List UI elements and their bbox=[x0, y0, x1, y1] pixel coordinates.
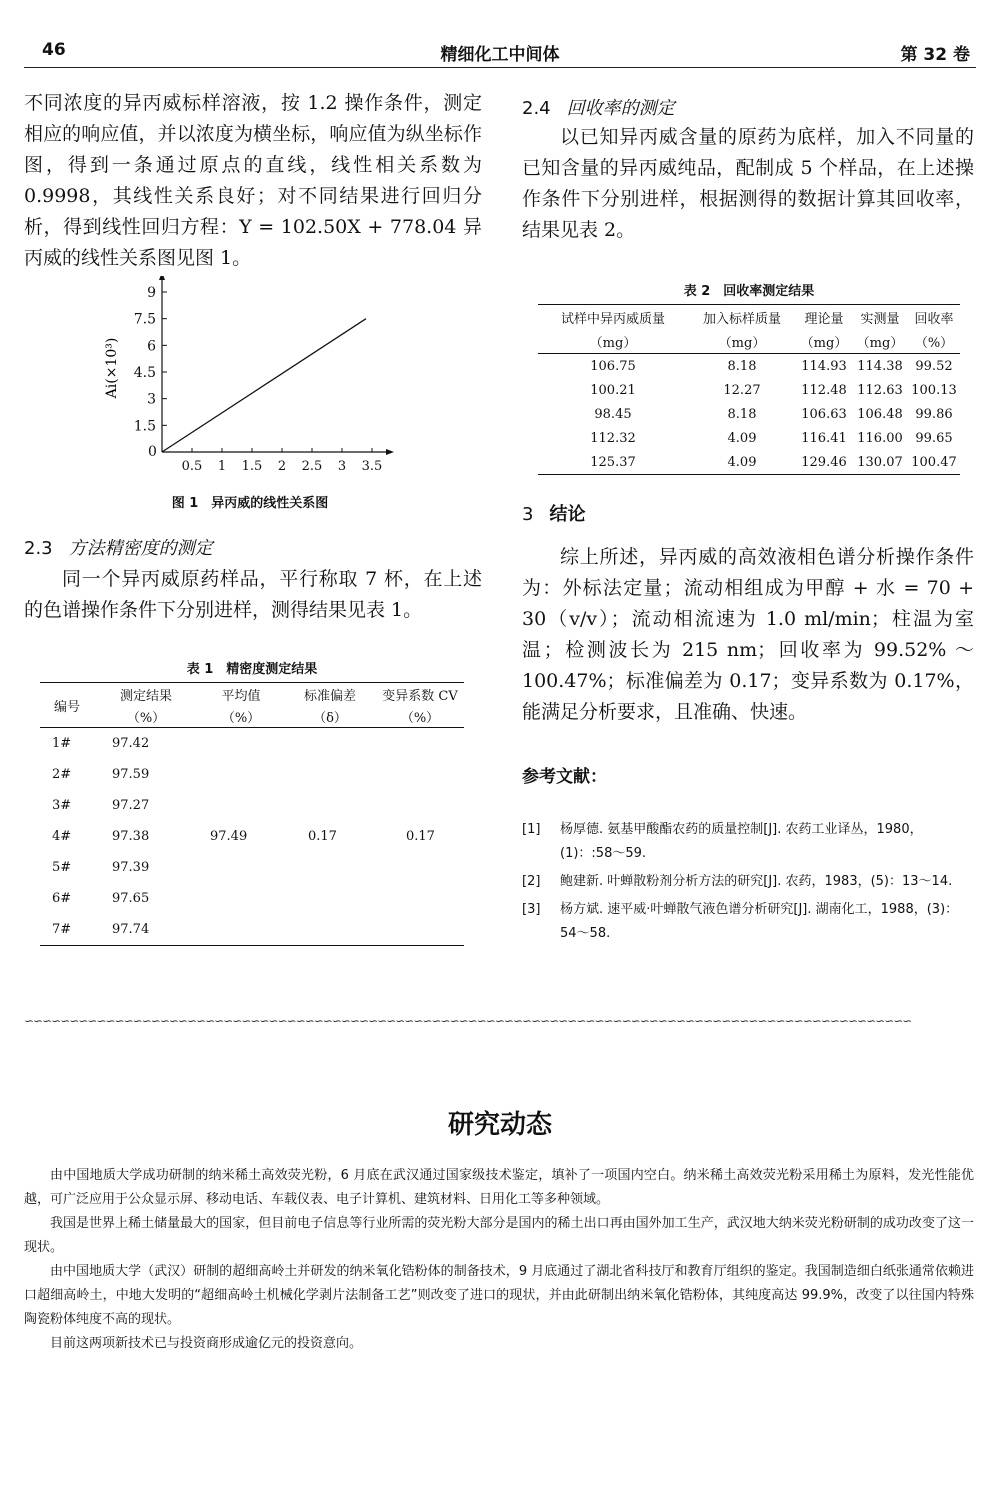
section-number: 2.3 bbox=[24, 538, 53, 559]
section-title: 回收率的测定 bbox=[566, 98, 675, 119]
reference-item bbox=[522, 818, 974, 866]
cell: 8.18 bbox=[727, 358, 757, 374]
y-tick-label: 7.5 bbox=[133, 311, 156, 328]
reference-list bbox=[522, 818, 974, 946]
section-2-4-text: 以已知异丙威含量的原药为底样，加入不同量的已知含量的异丙威纯品，配制成 5 个样品，在上述操作条件下分别进样，根据测得的数据计算其回收率，结果见表 2。 bbox=[522, 126, 974, 241]
mean-cell: 97.49 bbox=[210, 829, 248, 844]
conclusion-text: 综上所述，异丙威的高效液相色谱分析操作条件为：外标法定量；流动相组成为甲醇 + 水 = 70 + 30（v/v）；流动相流速为 1.0 ml/min；柱温为室温；检测波长为 215 nm；回收率为 99.52% ～ 100.47%；标准偏差为 0.17；变异系数为 0.17%，能满足分析要求，且准确、快速。 bbox=[522, 546, 974, 723]
news-paragraph: 我国是世界上稀土储量最大的国家，但目前电子信息等行业所需的荧光粉大部分是国内的稀土出口再由国外加工生产，武汉地大纳米荧光粉研制的成功改变了这一现状。 bbox=[24, 1216, 974, 1255]
cell: 112.48 bbox=[801, 382, 847, 398]
news-title: 研究动态 bbox=[447, 1110, 552, 1140]
cell: 129.46 bbox=[801, 454, 847, 470]
table-row bbox=[40, 790, 464, 821]
reference-number: [3] bbox=[522, 902, 541, 917]
cell: 112.63 bbox=[857, 382, 903, 398]
y-tick-label: 4.5 bbox=[133, 365, 156, 381]
section-title: 方法精密度的测定 bbox=[68, 538, 213, 559]
y-tick-label: 6 bbox=[147, 338, 156, 355]
table-row bbox=[40, 883, 464, 914]
origin-label: 0 bbox=[148, 444, 157, 460]
row-id: 1# bbox=[52, 736, 72, 751]
intro-paragraph: 不同浓度的异丙威标样溶液，按 1.2 操作条件，测定相应的响应值，并以浓度为横坐标，响应值为纵坐标作图，得到一条通过原点的直线，线性相关系数为 0.9998，其线性关系良好；对不同结果进行回归分析，得到线性回归方程：Y = 102.50X + 778.04 异丙威的线性关系图见图 1。 bbox=[24, 92, 482, 269]
table2-unit: （mg） bbox=[718, 335, 766, 351]
cell: 99.86 bbox=[915, 406, 953, 422]
table2-header: 理论量 bbox=[804, 311, 844, 327]
row-id: 2# bbox=[52, 767, 72, 782]
cell: 106.48 bbox=[857, 406, 903, 422]
news-paragraph: 目前这两项新技术已与投资商形成逾亿元的投资意向。 bbox=[50, 1336, 363, 1351]
row-id: 3# bbox=[52, 798, 72, 813]
cell: 4.09 bbox=[727, 454, 757, 470]
x-tick-label: 2 bbox=[277, 459, 287, 474]
y-tick-label: 3 bbox=[147, 391, 156, 408]
table-row bbox=[40, 821, 464, 852]
x-tick-label: 1 bbox=[217, 459, 227, 474]
table2 bbox=[538, 304, 960, 475]
row-id: 5# bbox=[52, 860, 72, 875]
table-row bbox=[538, 354, 960, 379]
table1 bbox=[40, 682, 464, 946]
news-body bbox=[24, 1164, 974, 1356]
cell: 106.75 bbox=[590, 358, 636, 374]
table1-unit: （%） bbox=[94, 705, 198, 728]
references-title: 参考文献： bbox=[522, 767, 607, 787]
decorative-separator: ∽∽∽∽∽∽∽∽∽∽∽∽∽∽∽∽∽∽∽∽∽∽∽∽∽∽∽∽∽∽∽∽∽∽∽∽∽∽∽∽∽∽∽∽∽∽∽∽∽∽∽∽∽∽∽∽∽∽∽∽∽∽∽∽∽∽∽∽∽∽∽∽∽∽∽∽∽∽∽∽∽∽∽∽∽∽∽∽∽∽∽∽∽∽∽∽∽∽ bbox=[24, 1014, 912, 1028]
journal-title: 精细化工中间体 bbox=[440, 45, 560, 65]
result-cell: 97.65 bbox=[112, 891, 150, 906]
table1-unit: （δ） bbox=[284, 705, 376, 728]
table1-header: 编号 bbox=[40, 683, 94, 728]
table1-header: 平均值 bbox=[221, 688, 261, 704]
y-axis-arrow bbox=[159, 276, 165, 280]
section-title: 结论 bbox=[549, 504, 586, 525]
y-tick-label: 1.5 bbox=[133, 418, 156, 435]
table1-header: 变异系数 CV bbox=[382, 688, 458, 704]
cell: 100.21 bbox=[590, 382, 636, 398]
reference-number: [1] bbox=[522, 822, 541, 837]
cell: 116.00 bbox=[857, 430, 903, 446]
cell: 100.47 bbox=[911, 454, 957, 470]
cv-cell: 0.17 bbox=[406, 829, 435, 844]
cell: 99.65 bbox=[915, 430, 953, 446]
table2-unit: （mg） bbox=[856, 335, 904, 351]
table2-header: 试样中异丙威质量 bbox=[560, 311, 665, 327]
cell: 114.93 bbox=[801, 358, 847, 374]
result-cell: 97.27 bbox=[112, 798, 150, 813]
section-3-heading bbox=[522, 500, 585, 526]
result-cell: 97.59 bbox=[112, 767, 150, 782]
table2-unit: （mg） bbox=[800, 335, 848, 351]
x-tick-label: 2.5 bbox=[301, 459, 323, 474]
figure1-chart bbox=[90, 276, 410, 486]
reference-text: 杨方斌. 速平威·叶蝉散气液色谱分析研究[J]. 湖南化工，1988，(3)：54～58. bbox=[560, 902, 959, 941]
header-rule bbox=[24, 67, 976, 68]
cell: 99.52 bbox=[915, 358, 953, 374]
table-row bbox=[40, 852, 464, 883]
x-tick-label: 3 bbox=[337, 459, 347, 474]
cell: 116.41 bbox=[801, 430, 847, 446]
reference-text: 杨厚德. 氨基甲酸酯农药的质量控制[J]. 农药工业译丛，1980，(1)：:58～59. bbox=[560, 822, 923, 861]
cell: 100.13 bbox=[911, 382, 957, 398]
table1-header: 测定结果 bbox=[119, 688, 172, 704]
result-cell: 97.42 bbox=[112, 736, 150, 751]
series-line bbox=[162, 319, 366, 452]
reference-item bbox=[522, 898, 974, 946]
section-2-3-text: 同一个异丙威原药样品，平行称取 7 杯，在上述的色谱操作条件下分别进样，测得结果见表 1。 bbox=[24, 568, 482, 621]
cell: 130.07 bbox=[857, 454, 903, 470]
table-row bbox=[538, 426, 960, 450]
table1-unit: （%） bbox=[376, 705, 464, 728]
row-id: 7# bbox=[52, 922, 72, 937]
row-id: 6# bbox=[52, 891, 72, 906]
x-axis-arrow bbox=[386, 449, 394, 455]
table-row bbox=[40, 914, 464, 946]
table-row bbox=[538, 450, 960, 475]
table1-caption: 表 1 精密度测定结果 bbox=[186, 662, 318, 677]
cell: 4.09 bbox=[727, 430, 757, 446]
cell: 112.32 bbox=[590, 430, 636, 446]
cell: 114.38 bbox=[857, 358, 903, 374]
y-axis-label: Ai(×10³) bbox=[104, 337, 120, 399]
row-id: 4# bbox=[52, 829, 72, 844]
news-paragraph: 由中国地质大学成功研制的纳米稀土高效荧光粉，6 月底在武汉通过国家级技术鉴定，填补了一项国内空白。纳米稀土高效荧光粉采用稀土为原料，发光性能优越，可广泛应用于公众显示屏、移动电话、车载仪表、电子计算机、建筑材料、日用化工等多种领域。 bbox=[24, 1168, 974, 1207]
news-paragraph: 由中国地质大学（武汉）研制的超细高岭土并研发的纳米氧化锆粉体的制备技术，9 月底通过了湖北省科技厅和教育厅组织的鉴定。我国制造细白纸张通常依赖进口超细高岭土，中地大发明的“超细高岭土机械化学剥片法制备工艺”则改变了进口的现状，并由此研制出纳米氧化锆粉体，其纯度高达 99.9%，改变了以往国内特殊陶瓷粉体纯度不高的现状。 bbox=[24, 1264, 974, 1327]
section-number: 3 bbox=[522, 504, 534, 525]
table2-header: 实测量 bbox=[860, 311, 900, 327]
x-tick-label: 3.5 bbox=[361, 459, 383, 474]
section-number: 2.4 bbox=[522, 98, 551, 119]
sd-cell: 0.17 bbox=[308, 829, 337, 844]
table2-unit: （mg） bbox=[589, 335, 637, 351]
table-row bbox=[40, 728, 464, 760]
x-tick-label: 0.5 bbox=[181, 459, 203, 474]
reference-text: 鲍建新. 叶蝉散粉剂分析方法的研究[J]. 农药，1983，(5)：13～14. bbox=[560, 874, 953, 889]
page-number: 46 bbox=[42, 40, 66, 60]
table-row bbox=[538, 378, 960, 402]
result-cell: 97.39 bbox=[112, 860, 150, 875]
table1-header: 标准偏差 bbox=[303, 688, 356, 704]
cell: 106.63 bbox=[801, 406, 847, 422]
reference-number: [2] bbox=[522, 874, 541, 889]
volume-label: 第 32 卷 bbox=[900, 45, 970, 65]
reference-item bbox=[522, 870, 974, 894]
cell: 125.37 bbox=[590, 454, 636, 470]
table2-unit: （%） bbox=[914, 335, 954, 351]
table1-unit: （%） bbox=[198, 705, 284, 728]
table2-header: 回收率 bbox=[914, 311, 954, 327]
cell: 12.27 bbox=[723, 382, 761, 398]
y-tick-label: 9 bbox=[147, 285, 156, 301]
cell: 8.18 bbox=[727, 406, 757, 422]
result-cell: 97.38 bbox=[112, 829, 150, 844]
section-2-4-heading bbox=[522, 94, 675, 120]
table-row bbox=[538, 402, 960, 426]
table2-caption: 表 2 回收率测定结果 bbox=[683, 284, 815, 299]
table2-header: 加入标样质量 bbox=[702, 311, 781, 327]
section-2-3-heading bbox=[24, 534, 213, 560]
table-row bbox=[40, 759, 464, 790]
figure1-caption: 图 1 异丙威的线性关系图 bbox=[171, 496, 329, 511]
cell: 98.45 bbox=[594, 406, 632, 422]
x-tick-label: 1.5 bbox=[241, 459, 263, 474]
result-cell: 97.74 bbox=[112, 922, 150, 937]
